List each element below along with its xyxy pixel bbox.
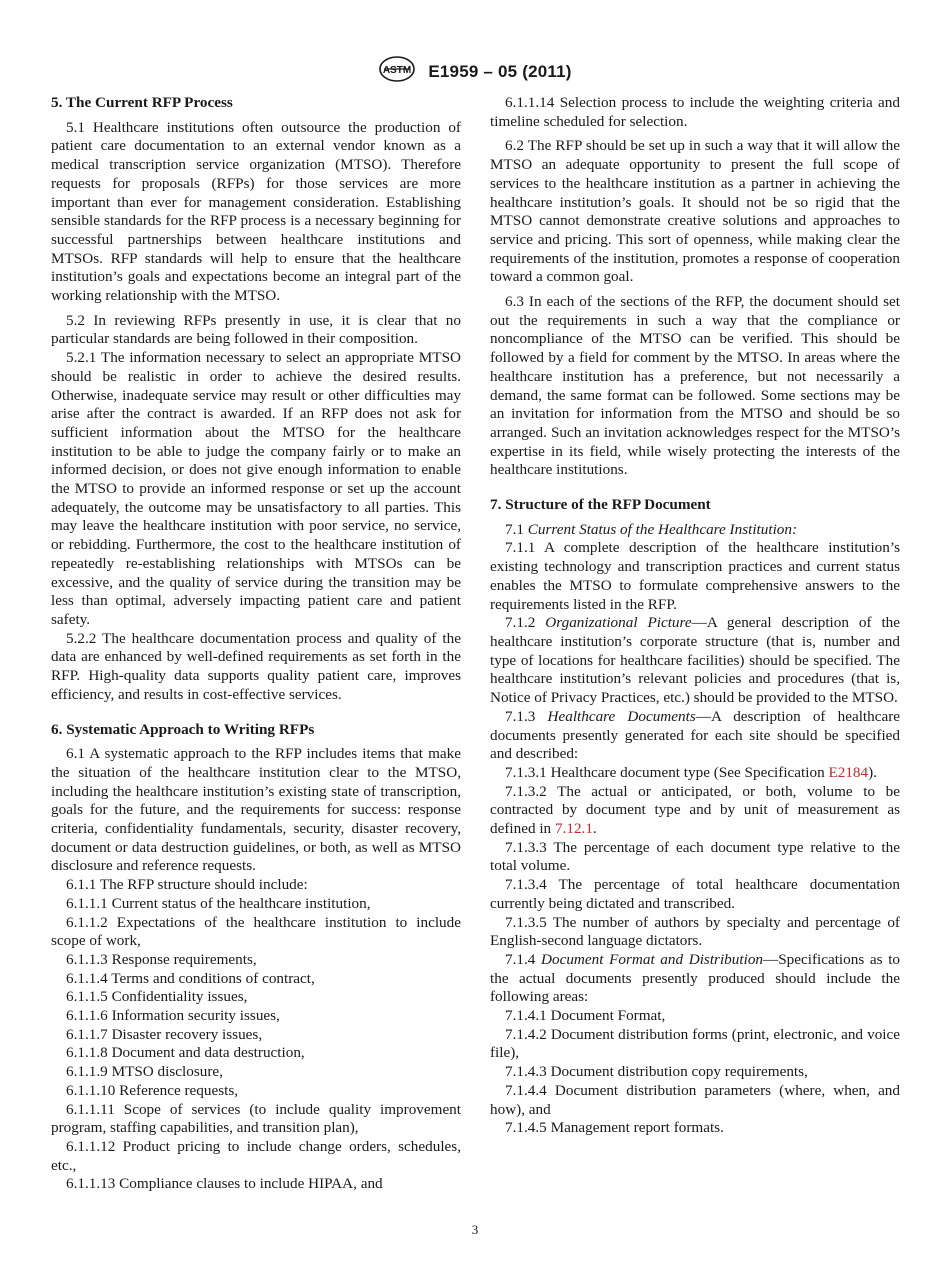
paragraph-7-1-3-4: 7.1.3.4 The percentage of total healthcare documentation currently being dictated and transcribed. <box>490 876 900 912</box>
list-item: 6.1.1.11 Scope of services (to include quality improvement program, staffing capabilities, and transition plan), <box>51 1100 461 1137</box>
subsection-title: Organizational Picture <box>545 614 692 632</box>
paragraph-7-1-1: 7.1.1 A complete description of the healthcare institution’s existing technology and transcription practices and current status enables the MTSO to formulate comprehensive answers to the requirements listed in the RFP. <box>490 539 900 613</box>
list-item: 7.1.4.3 Document distribution copy requirements, <box>505 1063 808 1081</box>
list-item: 6.1.1.3 Response requirements, <box>66 950 257 968</box>
list-item: 6.1.1.4 Terms and conditions of contract, <box>66 969 315 987</box>
list-item: 6.1.1.2 Expectations of the healthcare institution to include scope of work, <box>51 913 461 950</box>
paragraph-6-2: 6.2 The RFP should be set up in such a way that it will allow the MTSO an adequate opportunity to present the full scope of services to the healthcare institution as a partner in achieving the healthcare institution’s goals. It should not be so rigid that the MTSO cannot demonstrate creative solutions and approaches to service and pricing. This sort of openness, while making clear the requirements of the institution, promotes a response of cooperation toward a common goal. <box>490 137 900 286</box>
right-column <box>490 94 900 1138</box>
page-number: 3 <box>471 1222 479 1237</box>
astm-logo-icon <box>378 56 416 87</box>
list-item: 6.1.1.10 Reference requests, <box>66 1081 239 1099</box>
paragraph-6-1: 6.1 A systematic approach to the RFP includes items that make the situation of the healthcare institution clear to the MTSO, including the healthcare institution’s existing state of transcription, goals for the future, and the requirements for success: response criteria, confidentiality fundamentals, security, disaster recovery, document or data destruction guidelines, or both, as well as MTSO disclosure and reference requests. <box>51 745 461 875</box>
subsection-title: Document Format and Distribution <box>541 950 764 968</box>
paragraph-5-2-2: 5.2.2 The healthcare documentation process and quality of the data are enhanced by well-defined requirements as set forth in the RFP. High-quality data supports quality patient care, improves efficiency, and results in cost-effective services. <box>51 629 461 703</box>
paragraph-7-1-3-5: 7.1.3.5 The number of authors by specialty and percentage of English-second language dictators. <box>490 913 900 950</box>
left-column <box>51 94 461 1194</box>
paragraph-7-1: 7.1 Current Status of the Healthcare Institution: <box>505 520 798 538</box>
section-6-heading: 6. Systematic Approach to Writing RFPs <box>51 720 315 738</box>
list-item: 7.1.4.1 Document Format, <box>505 1007 666 1025</box>
paragraph-6-3: 6.3 In each of the sections of the RFP, the document should set out the requirements in such a way that the compliance or noncompliance of the MTSO can be verified. This should be followed by a field for comment by the MTSO. In areas where the healthcare institution has a preference, but not necessarily a demand, the same format can be followed. Some sections may be an invitation for information from the MTSO and should be so arranged. Such an invitation acknowledges respect for the MTSO’s expertise in its field, while wisely protecting the interests of the healthcare institutions. <box>490 293 900 479</box>
list-item: 7.1.4.4 Document distribution parameters (where, when, and how), and <box>490 1081 900 1118</box>
section-7-12-1-link[interactable]: 7.12.1 <box>554 820 593 838</box>
svg-text:ASTM: ASTM <box>383 65 412 76</box>
paragraph-5-2-1: 5.2.1 The information necessary to select an appropriate MTSO should be realistic in order to achieve the desired results. Otherwise, inadequate service may result or other difficulties may arise after the contract is awarded. If an RFP does not ask for sufficient information about the MTSO for the healthcare institution to be able to judge the company fairly or to make an informed decision, or does not give enough information to enable the MTSO to provide an informed response or set up the account adequately, the outcome may be unsatisfactory to all parties. This may leave the healthcare institution with poor service, no service, or rebidding. Furthermore, the cost to the healthcare institution of repeatedly re-establishing relationships with MTSOs can be excessive, and the quality of service during the transition may be less than optimal, adversely impacting patient care and patient safety. <box>51 349 461 628</box>
spec-e2184-link[interactable]: E2184 <box>828 763 869 781</box>
list-item: 6.1.1.12 Product pricing to include change orders, schedules, etc., <box>51 1137 461 1174</box>
subsection-title: Current Status of the Healthcare Institution: <box>527 520 798 538</box>
paragraph-7-1-3-3: 7.1.3.3 The percentage of each document type relative to the total volume. <box>490 838 900 875</box>
list-item: 6.1.1.5 Confidentiality issues, <box>66 988 248 1006</box>
list-item: 6.1.1.1 Current status of the healthcare institution, <box>66 894 371 912</box>
paragraph-7-1-4: 7.1.4 Document Format and Distribution—Specifications as to the actual documents presently produced should include the following areas: <box>490 950 901 1006</box>
paragraph-5-1: 5.1 Healthcare institutions often outsource the production of patient care documentation to an external vendor known as a medical transcription service organization (MTSO). Therefore requests for proposals (RFPs) for those services are more important than ever for management consideration. Establishing sensible standards for the RFP process is a necessary beginning for successful partnerships between healthcare institutions and MTSOs. RFP standards will help to ensure that the healthcare institution’s goals and expectations become an integral part of the working relationship with the MTSO. <box>51 118 461 305</box>
paragraph-7-1-3-1: 7.1.3.1 Healthcare document type (See Specification E2184). <box>505 763 877 781</box>
section-5-heading: 5. The Current RFP Process <box>51 94 233 111</box>
page-header <box>0 56 950 86</box>
list-item: 6.1.1.13 Compliance clauses to include HIPAA, and <box>66 1175 383 1193</box>
standard-designation: E1959 – 05 (2011) <box>428 61 572 81</box>
list-item: 6.1.1.9 MTSO disclosure, <box>66 1063 223 1081</box>
paragraph-7-1-3: 7.1.3 Healthcare Documents—A description of healthcare documents presently generated for each site should be specified and described: <box>490 707 901 763</box>
paragraph-7-1-2: 7.1.2 Organizational Picture—A general description of the healthcare institution’s corporate structure (that is, number and type of locations for healthcare facilities) should be specified. The healthcare institution’s relevant policies and procedures (that is, Notice of Privacy Practices, etc.) should be provided to the MTSO. <box>490 614 900 707</box>
paragraph-5-2: 5.2 In reviewing RFPs presently in use, it is clear that no particular standards are being followed in their composition. <box>51 311 461 348</box>
paragraph-7-1-3-2: 7.1.3.2 The actual or anticipated, or both, volume to be contracted by document type and by unit of measurement as defined in 7.12.1. <box>490 782 900 838</box>
list-item: 6.1.1.6 Information security issues, <box>66 1007 280 1025</box>
list-item: 6.1.1.7 Disaster recovery issues, <box>66 1025 263 1043</box>
list-item: 6.1.1.8 Document and data destruction, <box>66 1044 305 1062</box>
section-7-heading: 7. Structure of the RFP Document <box>490 496 711 514</box>
subsection-title: Healthcare Documents <box>547 707 696 725</box>
list-item: 6.1.1.14 Selection process to include the weighting criteria and timeline scheduled for selection. <box>490 94 900 130</box>
list-item: 7.1.4.2 Document distribution forms (print, electronic, and voice file), <box>490 1025 900 1062</box>
list-item: 7.1.4.5 Management report formats. <box>505 1119 724 1137</box>
paragraph-6-1-1: 6.1.1 The RFP structure should include: <box>66 876 308 894</box>
